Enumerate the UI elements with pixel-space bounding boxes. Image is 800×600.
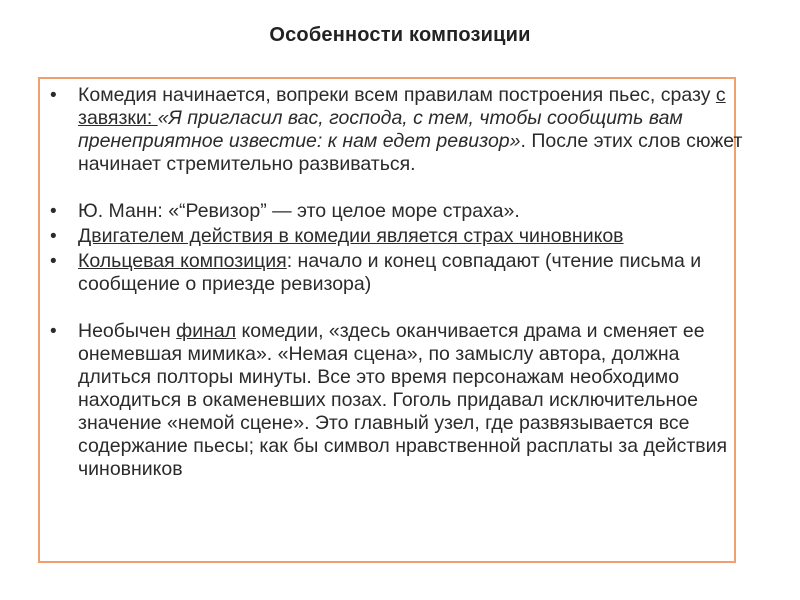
slide-title: Особенности композиции xyxy=(269,24,531,46)
bullet-text: комедии, «здесь оканчивается драма и сменяет ее онемевшая мимика». «Немая сцена», по замыслу автора, должна длиться полторы минуты. Все это время персонажам необходимо находиться в окаменевших позах. Гоголь придавал исключительное значение «немой сцене». Это главный узел, где развязывается все содержание пьесы; как бы символ нравственной расплаты за действия чиновников xyxy=(78,320,728,480)
italic-quote: «Я пригласил вас, господа, с тем, чтобы сообщить вам пренеприятное известие: к нам едет ревизор» xyxy=(78,107,683,152)
bullet-item-mann-quote xyxy=(46,200,746,223)
bullet-item-ring-composition xyxy=(46,250,746,296)
bullet-text: : начало и конец совпадают (чтение письма и сообщение о приезде ревизора) xyxy=(78,250,702,295)
bullet-item-plot-start xyxy=(46,84,746,176)
bullet-text: Необычен xyxy=(78,320,177,342)
underlined-term: с завязки: xyxy=(78,84,726,129)
bullet-list xyxy=(46,84,746,481)
bullet-item-fear-motor xyxy=(46,225,746,248)
underlined-term: финал xyxy=(176,320,237,342)
bullet-text: Ю. Манн: «“Ревизор” — это целое море страха». xyxy=(78,200,520,222)
bullet-text: Комедия начинается, вопреки всем правилам построения пьес, сразу xyxy=(78,84,716,106)
underlined-term: Кольцевая композиция xyxy=(78,250,287,272)
underlined-term: Двигателем действия в комедии является страх чиновников xyxy=(78,225,624,247)
bullet-text: . После этих слов сюжет начинает стремительно развиваться. xyxy=(78,130,743,175)
bullet-item-finale xyxy=(46,320,746,481)
